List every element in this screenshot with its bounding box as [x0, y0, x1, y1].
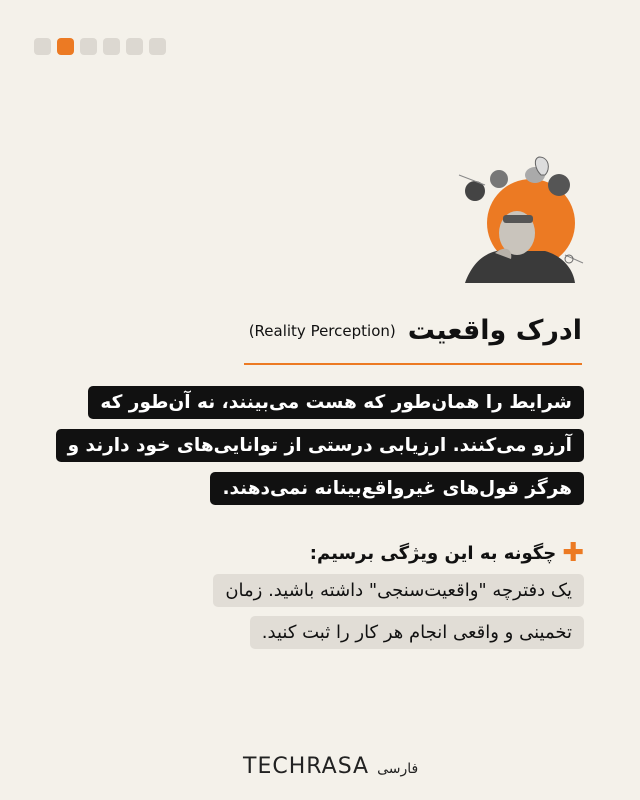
page-indicator	[34, 38, 166, 55]
how-heading: چگونه به این ویژگی برسیم:	[309, 542, 557, 564]
page-dot	[80, 38, 97, 55]
tip-block	[44, 574, 584, 649]
title-row	[249, 315, 582, 346]
thinking-man-illustration	[455, 155, 585, 283]
subtitle: (Reality Perception)	[248, 321, 396, 340]
page-title: ادرک واقعیت	[407, 315, 582, 346]
how-heading-row	[310, 540, 584, 566]
brand-suffix: فارسی	[377, 761, 419, 777]
description-line: آرزو می‌کنند. ارزیابی درستی از توانایی‌های خود دارند و	[56, 429, 584, 462]
brand-logo	[243, 754, 418, 779]
description-block	[44, 386, 584, 505]
page-dot	[126, 38, 143, 55]
title-underline	[244, 363, 582, 365]
page-dot-active	[57, 38, 74, 55]
description-line: شرایط را همان‌طور که هست می‌بینند، نه آن‌طور که	[88, 386, 584, 419]
tip-line: تخمینی و واقعی انجام هر کار را ثبت کنید.	[250, 616, 584, 649]
page-dot	[103, 38, 120, 55]
brand-name: TECHRASA	[243, 754, 370, 779]
page-dot	[34, 38, 51, 55]
description-line: هرگز قول‌های غیرواقع‌بینانه نمی‌دهند.	[210, 472, 584, 505]
tip-line: یک دفترچه "واقعیت‌سنجی" داشته باشید. زمان	[213, 574, 584, 607]
page-dot	[149, 38, 166, 55]
plus-icon: ✚	[562, 538, 584, 568]
